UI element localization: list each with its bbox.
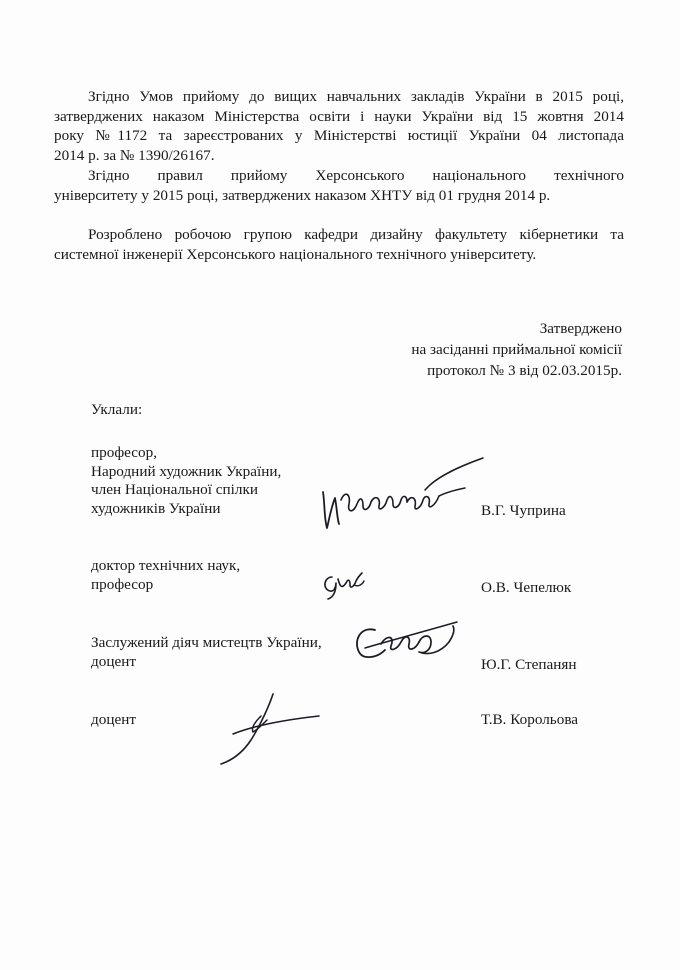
- paragraph-line: 2014 р. за № 1390/26167.: [54, 146, 215, 164]
- approval-meeting: на засіданні приймальної комісії: [411, 341, 622, 358]
- paragraph-line: університету у 2015 році, затверджених наказом ХНТУ від 01 грудня 2014 р.: [54, 186, 551, 204]
- signatory-name-korolova: Т.В. Корольова: [481, 711, 579, 728]
- signatory-name-chuprina: В.Г. Чуприна: [481, 502, 566, 519]
- signatory-title-chepeliuk: [91, 557, 240, 594]
- compiled-by-label: Уклали:: [91, 401, 143, 418]
- title-line: професор,: [91, 444, 158, 461]
- approval-protocol: протокол № 3 від 02.03.2015р.: [427, 362, 622, 379]
- title-line: професор: [91, 575, 154, 593]
- intro-paragraph-admission-rules: [54, 87, 624, 165]
- approval-heading: Затверджено: [539, 320, 622, 337]
- title-line: Народний художник України,: [91, 462, 282, 480]
- approval-block: [411, 318, 622, 381]
- signatory-name-chepeliuk: О.В. Чепелюк: [481, 579, 572, 596]
- signatory-title-chuprina: [91, 444, 281, 518]
- paragraph-line: системної інженерії Херсонського національного технічного університету.: [54, 245, 537, 263]
- intro-paragraph-working-group: [54, 225, 624, 264]
- paragraph-line: затверджених наказом Міністерства освіти і науки України від 15 жовтня 2014: [54, 107, 624, 125]
- paragraph-line: Згідно Умов прийому до вищих навчальних закладів України в 2015 році,: [88, 88, 624, 105]
- signatory-title-korolova: доцент: [91, 711, 136, 728]
- signature-chepeliuk: [318, 565, 368, 605]
- title-line: доктор технічних наук,: [91, 557, 241, 574]
- signature-chuprina: [315, 450, 495, 540]
- signatory-name-stepanian: Ю.Г. Степанян: [481, 656, 577, 673]
- signatory-title-stepanian: [91, 634, 322, 671]
- signature-korolova: [203, 690, 323, 770]
- title-line: доцент: [91, 652, 136, 670]
- paragraph-line: Згідно правил прийому Херсонського національного технічного: [88, 167, 624, 184]
- title-line: художників України: [91, 499, 221, 517]
- title-line: член Національної спілки: [91, 481, 258, 498]
- intro-paragraph-university-rules: [54, 166, 624, 205]
- paragraph-line: року №1172 та зареєстрованих у Міністерстві юстиції України 04 листопада: [54, 127, 624, 144]
- title-line: Заслужений діяч мистецтв України,: [91, 634, 322, 651]
- signature-stepanian: [345, 612, 465, 672]
- paragraph-line: Розроблено робочою групою кафедри дизайну факультету кібернетики та: [88, 226, 624, 243]
